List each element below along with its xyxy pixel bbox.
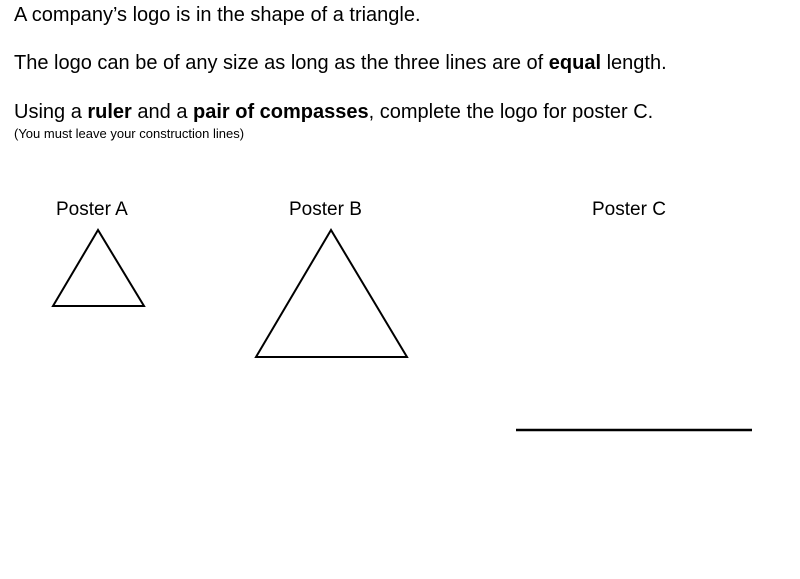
task-text-2: and a xyxy=(131,101,194,123)
task-text-3: , complete the logo for poster C. xyxy=(368,101,654,123)
poster-b-triangle xyxy=(256,230,407,357)
poster-a-triangle xyxy=(53,230,144,306)
poster-c-label: Poster C xyxy=(592,199,666,220)
instruction-text-start: The logo can be of any size as long as the three lines are of xyxy=(14,52,549,74)
poster-a-label: Poster A xyxy=(56,199,128,220)
equal-emphasis: equal xyxy=(548,52,602,74)
ruler-emphasis: ruler xyxy=(87,101,132,123)
poster-b-label: Poster B xyxy=(289,199,362,220)
compasses-emphasis: pair of compasses xyxy=(193,101,369,123)
task-text-1: Using a xyxy=(14,101,88,123)
instruction-text-end: length. xyxy=(601,52,667,74)
construction-note: (You must leave your construction lines) xyxy=(14,126,245,141)
intro-text: A company’s logo is in the shape of a triangle. xyxy=(14,4,421,26)
